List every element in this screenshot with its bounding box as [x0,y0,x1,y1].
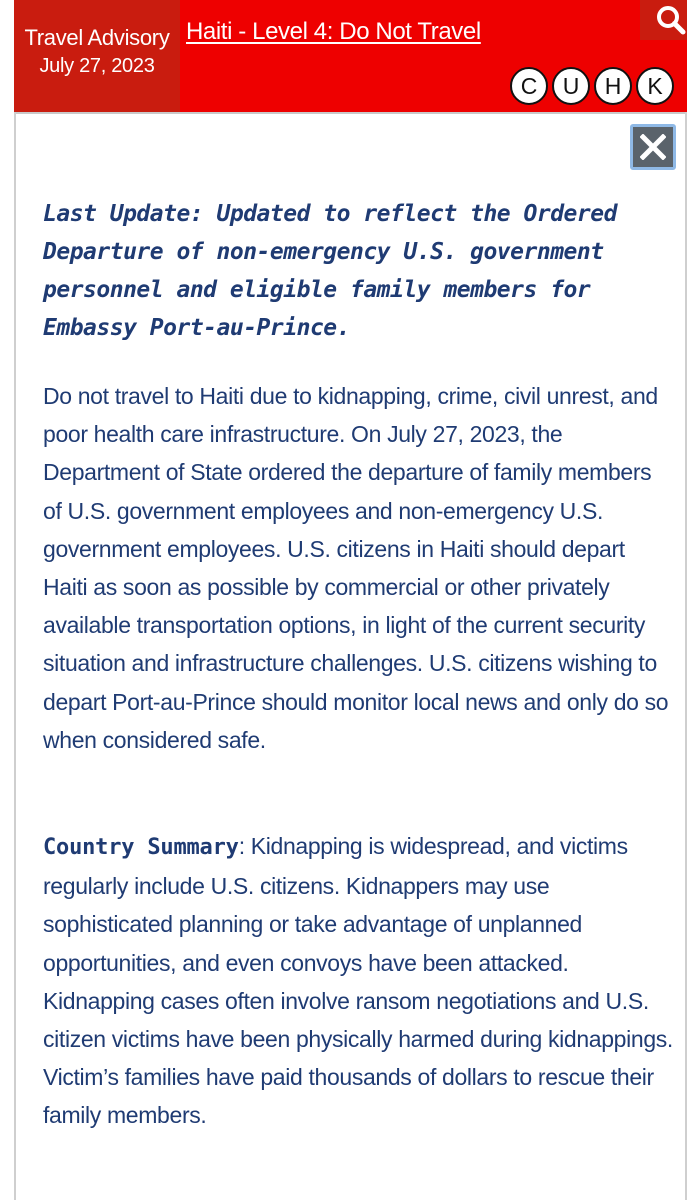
panel-border-left [14,112,16,1200]
search-icon [655,4,687,36]
close-button[interactable] [630,124,676,170]
close-icon [640,134,666,160]
country-summary-label: Country Summary [43,835,239,860]
language-button-u[interactable]: U [552,67,590,105]
advisory-paragraph: Do not travel to Haiti due to kidnapping, crime, civil unrest, and poor health care infrastructure. On July 27, 2023, the Department of State ordered the departure of family members of U.S. government employees and non-emergency U.S. government employees. U.S. citizens in Haiti should depart Haiti as soon as possible by commercial or other privately available transportation options, in light of the current security situation and infrastructure challenges. U.S. citizens wishing to depart Port-au-Prince should monitor local news and only do so when considered safe. [43,383,669,753]
country-summary-text: : Kidnapping is widespread, and victims regularly include U.S. citizens. Kidnappers may use sophisticated planning or take advantage of unplanned opportunities, and even convoys have been attacked. Kidnapping cases often involve ransom negotiations and U.S. citizen victims have been physically harmed during kidnappings. Victim’s families have paid thousands of dollars to rescue their family members. [43,833,673,1129]
advisory-date: July 27, 2023 [39,55,155,77]
advisory-badge [14,0,180,112]
advisory-level-link[interactable]: Haiti - Level 4: Do Not Travel [186,18,481,45]
language-button-c[interactable]: C [510,67,548,105]
country-summary-paragraph [43,827,675,1135]
last-update-notice: Last Update: Updated to reflect the Ordered Departure of non-emergency U.S. government personnel and eligible family members for Embassy Port-au-Prince. [43,201,617,341]
search-button[interactable] [640,0,687,40]
advisory-banner [14,0,687,114]
advisory-title: Travel Advisory [24,25,170,50]
language-button-k[interactable]: K [636,67,674,105]
language-button-h[interactable]: H [594,67,632,105]
